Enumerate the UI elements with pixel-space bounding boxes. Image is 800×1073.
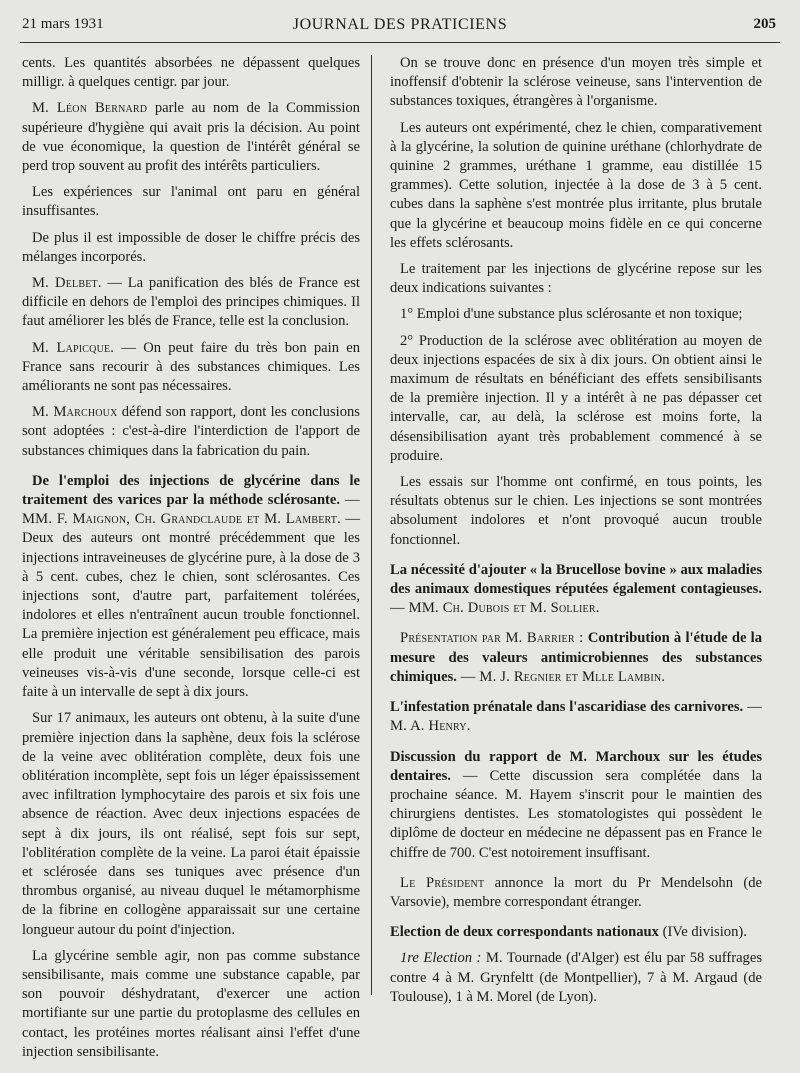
paragraph: M. Lapicque. — On peut faire du très bon pain en France sans recourir à des substances chimiques. Les améliorants ne sont pas nécessaires. xyxy=(22,339,360,395)
paragraph: M. Marchoux défend son rapport, dont les conclusions sont adoptées : c'est-à-dire l'interdiction de l'apport de substances chimiques dans la fabrication du pain. xyxy=(22,404,360,459)
section-title: La nécessité d'ajouter « la Brucellose bovine » aux maladies des animaux domestiques réputées également contagieuses. xyxy=(390,561,762,598)
journal-title: JOURNAL DES PRATICIENS xyxy=(292,16,508,33)
section-ascaridiase xyxy=(390,698,762,736)
paragraph: Les expériences sur l'animal ont paru en général insuffisantes. xyxy=(22,184,360,220)
section-authors: — M. A. Henry. xyxy=(390,699,762,735)
speaker-name: Le Président xyxy=(400,874,485,891)
section-glycerine: De l'emploi des injections de glycérine dans le traitement des varices par la méthode sclérosante. — MM. F. Maignon, Ch. Grandclaude et M. Lambert. — Deux des auteurs ont montré précédemment que les injections intraveineuses de glycérine pure, à la dose de 3 à 5 cent. cubes, chez le chien, sont sclérosantes. Ces injections sont, d'autre part, parfaitement tolérées, indolores et elles n'entraînent aucun trouble fonctionnel. La première injection est généralement peu efficace, mais elle produit une véritable sensibilisation des parois veineuses vis-à-vis d'une seconde, lorsque celle-ci est faite à un intervalle de sept à dix jours. xyxy=(22,472,360,701)
section-title: Election de deux correspondants nationaux xyxy=(390,924,659,941)
paragraph: On se trouve donc en présence d'un moyen très simple et inoffensif d'obtenir la sclérose veineuse, sans l'intervention de substances toxiques, étrangères à l'organisme. xyxy=(390,55,762,110)
speaker-name: M. Delbet. xyxy=(32,275,102,292)
paragraph: M. Delbet. — La panification des blés de France est difficile en dehors de l'emploi des principes chimiques. Il faut améliorer les blés de France, telle est la conclusion. xyxy=(22,275,360,330)
section-president: Le Président annonce la mort du Pr Mendelsohn (de Varsovie), membre correspondant étranger. xyxy=(390,874,762,910)
section-authors: — M. J. Regnier et Mlle Lambin. xyxy=(456,668,666,685)
header-date: 21 mars 1931 xyxy=(22,16,104,32)
speaker-name: M. Léon Bernard xyxy=(32,100,148,117)
paragraph: Le traitement par les injections de glycérine repose sur les deux indications suivantes : xyxy=(390,261,762,297)
section-title: De l'emploi des injections de glycérine dans le traitement des varices par la méthode sclérosante. xyxy=(22,472,360,509)
section-title: Contribution à l'étude de la mesure des valeurs antimicrobiennes des substances chimiques. xyxy=(390,630,762,685)
section-antimicrobial: Présentation par M. Barrier : Contribution à l'étude de la mesure des valeurs antimicrobiennes des substances chimiques. — M. J. Regnier et Mlle Lambin. xyxy=(390,630,762,685)
section-authors: — MM. Ch. Dubois et M. Sollier. xyxy=(390,600,600,617)
paragraph: La glycérine semble agir, non pas comme substance sensibilisante, mais comme une substance capable, par son pouvoir déshydratant, d'exercer une action mortifiante sur une partie du protoplasme des cellules en contact, les protéines mortes réalisant ainsi l'effet d'une injection sensibilisante. xyxy=(22,947,360,1060)
header-rule xyxy=(20,42,780,43)
section-authors: — MM. F. Maignon, Ch. Grandclaude et M. Lambert. xyxy=(22,492,360,528)
section-election: Election de deux correspondants nationaux (IVe division). xyxy=(390,924,747,941)
speaker-name: M. Lapicque. xyxy=(32,339,115,356)
paragraph: Sur 17 animaux, les auteurs ont obtenu, à la suite d'une première injection dans la saphène, deux fois la sclérose de la veine avec oblitération complète, deux fois une oblitération incomplète, sept fois un léger épaississement avec infiltration lymphocytaire des parois et six fois une absence de réaction. Avec deux injections espacées de sept à dix jours, ils ont réalisé, sept fois sur sept, l'oblitération complète de la veine. La paroi était épaissie et sclérosée dans ses tuniques avec présence d'un thrombus organisé, au niveau duquel le métamorphisme de la fibrine en collogène apparaissait sur une certaine longueur autour du point d'injection. xyxy=(22,710,360,938)
paragraph: Les auteurs ont expérimenté, chez le chien, comparativement à la glycérine, la solution de quinine uréthane (chlorhydrate de quinine 2 grammes, uréthane 1 gramme, eau distillée 15 grammes). Cette solution, injectée à la dose de 3 à 5 cent. cubes dans la saphène s'est montrée plus irritante, plus brutale que la glycérine et beaucoup moins fidèle en ce qui concerne les effets sclérosants. xyxy=(390,119,762,251)
election-label: 1re Election : xyxy=(400,950,482,967)
page-number: 205 xyxy=(753,16,776,32)
paragraph: 1° Emploi d'une substance plus sclérosante et non toxique; xyxy=(400,306,743,323)
section-dental: Discussion du rapport de M. Marchoux sur les études dentaires. — Cette discussion sera complétée dans la prochaine séance. M. Hayem s'inscrit pour le maintien des chirurgiens dentistes. Les stomatologistes qui possèdent le diplôme de docteur en médecine ne dépassent pas en France le chiffre de 700. C'est notoirement insuffisant. xyxy=(390,748,762,861)
paragraph: M. Léon Bernard parle au nom de la Commission supérieure d'hygiène qui avait pris la décision. Au point de vue économique, la question de l'intérêt général se perd trop souvent au profit des intérêts particuliers. xyxy=(22,100,360,175)
section-title: L'infestation prénatale dans l'ascaridiase des carnivores. xyxy=(390,699,744,716)
paragraph: Les essais sur l'homme ont confirmé, en tous points, les résultats obtenus sur le chien. Les injections se sont montrées absolument indolores et n'ont provoqué aucun trouble fonctionnel. xyxy=(390,474,762,548)
speaker-name: M. Marchoux xyxy=(32,404,118,421)
paragraph: cents. Les quantités absorbées ne dépassent quelques milligr. à quelques centigr. par jour. xyxy=(22,55,360,91)
paragraph: 2° Production de la sclérose avec oblitération au moyen de deux injections espacées de six à dix jours. On obtient ainsi le maximum de résultats en bénéficiant des effets sensibilisants de la première injection. Il y a intérêt à ne pas dépasser cet intervalle, car, au delà, la sclérose est moins forte, la désensibilisation ayant très probablement commencé à se produire. xyxy=(390,332,762,464)
paragraph: De plus il est impossible de doser le chiffre précis des mélanges incorporés. xyxy=(22,229,360,265)
right-column xyxy=(390,54,762,1014)
left-column xyxy=(22,54,360,1069)
section-brucellose xyxy=(390,561,762,619)
paragraph: 1re Election : M. Tournade (d'Alger) est élu par 58 suffrages contre 4 à M. Grynfeltt (de Montpellier), 7 à M. Argaud (de Toulouse), 1 à M. Morel (de Lyon). xyxy=(390,950,763,1005)
column-divider xyxy=(371,55,372,995)
section-title: Discussion du rapport de M. Marchoux sur les études dentaires. xyxy=(390,748,762,784)
running-header xyxy=(0,16,800,40)
